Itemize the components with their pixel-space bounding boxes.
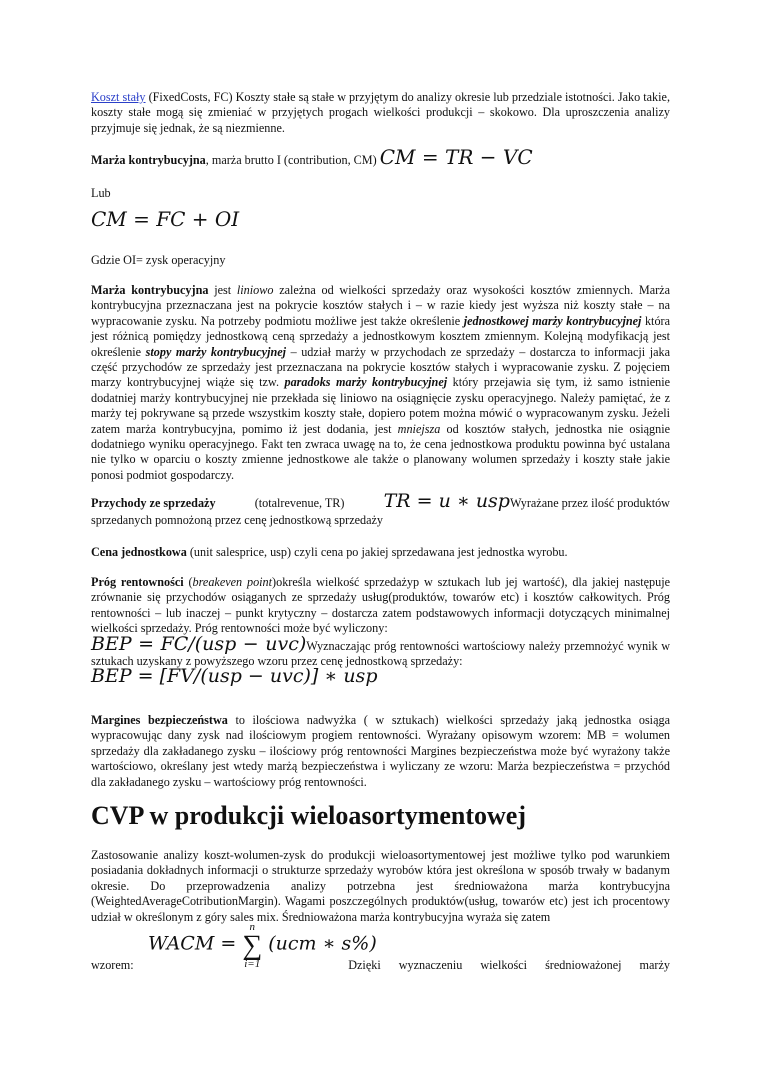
paragraph-contribution-margin-def: Marża kontrybucyjna, marża brutto I (contribution, CM) CM = TR − VC: [91, 145, 533, 169]
paragraph-revenue-line2: sprzedanych pomnożoną przez cenę jednostkową sprzedaży: [91, 513, 384, 527]
paragraph-safety-margin: Margines bezpieczeństwa to ilościowa nadwyżka ( w sztukach) wielkości sprzedaży jaką jednostka osiąga wypracowując dany zysk nad ilościowym progiem rentowności. Wyrażany opisowym wzorem: MB = wolumen sprzedaży dla zakładanego zysku – ilościowy próg rentowności Margines bezpieczeństwa może być wyrażony także wartościowo, określany jest wtedy marżą bezpieczeństwa i wyliczany ze wzoru: Marża bezpieczeństwa = przychód dla zakładanego zysku – wartościowy próg rentowności.: [91, 713, 670, 789]
formula-bep-units: BEP = FC/(usp − uvc): [91, 632, 307, 655]
summation-symbol: n ∑ i=1: [242, 921, 263, 970]
text-gdzie-oi: Gdzie OI= zysk operacyjny: [91, 253, 226, 267]
term-revenue: Przychody ze sprzedaży: [91, 496, 216, 510]
term-contribution-margin: Marża kontrybucyjna: [91, 153, 206, 167]
fixed-costs-link[interactable]: Koszt stały: [91, 90, 146, 104]
section-heading: CVP w produkcji wieloasortymentowej: [91, 801, 526, 830]
text-lub: Lub: [91, 186, 111, 200]
formula-cm-fc-oi: CM = FC + OI: [91, 207, 240, 231]
formula-cm-tr-vc: CM = TR − VC: [379, 145, 533, 169]
paragraph-revenue-line1: Przychody ze sprzedaży (totalrevenue, TR) TR = u ∗ uspWyrażane przez ilość produktów: [91, 490, 670, 512]
paragraph-fixed-costs: Koszt stały (FixedCosts, FC) Koszty stałe są stałe w przyjętym do analizy okresie lub przedziale istotności. Jako takie, koszty stałe mogą się zmieniać w przyjętych progach wielkości produkcji – skokowo. Dla uproszczenia analizy przyjmuje się jednak, że są niezmienne.: [91, 90, 670, 135]
formula-bep-value: BEP = [FV/(usp − uvc)] ∗ usp: [91, 665, 378, 688]
paragraph-last-line: wzorem: Dzięki wyznaczeniu wielkości średnioważonej marży: [91, 958, 670, 972]
paragraph-contribution-margin-details: Marża kontrybucyjna jest liniowo zależna od wielkości sprzedaży oraz wysokości kosztów zmiennych. Marża kontrybucyjna przeznaczana jest na pokrycie kosztów stałych i – w razie kiedy jest wyższa niż koszty stałe – na wypracowanie zysku. Na potrzeby podmiotu możliwe jest także określenie jednostkowej marży kontrybucyjnej która jest różnicą pomiędzy jednostkową ceną sprzedaży a jednostkowym kosztem zmiennym. Kolejną modyfikacją jest określenie stopy marży kontrybucyjnej – udział marży w przychodach ze sprzedaży – dostarcza to informacji jaka część przychodów ze sprzedaży jest przeznaczana na pokrycie kosztów stałych i wypracowanie zysku. Z pojęciem marzy kontrybucyjnej wiąże się tzw. paradoks marży kontrybucyjnej który przejawia się tym, iż samo istnienie dodatniej marży kontrybucyjnej nie przekłada się liniowo na osiągnięcie zysku operacyjnego. Należy pamiętać, że z marży tej pokrywane są przede wszystkim koszty stałe, dopiero potem można mówić o wypracowanym zysku. Jeżeli zatem marża kontrybucyjna, pomimo iż jest dodania, jest mniejsza od kosztów stałych, jednostka nie osiągnie dodatniego wyniku operacyjnego. Fakt ten zwraca uwagę na to, że cena jednostkowa produktu powinna być ustalana nie tylko w oparciu o koszty zmienne jednostkowe ale także o planowany wolumen sprzedaży i koszty stałe jakie ponosi podmiot gospodarczy.: [91, 283, 671, 482]
paragraph-unit-price: Cena jednostkowa (unit salesprice, usp) czyli cena po jakiej sprzedawana jest jednostka wyrobu.: [91, 545, 568, 559]
paragraph-break-even: Próg rentowności (breakeven point)określa wielkość sprzedażyp w sztukach lub jej wartość), dla jakiej następuje zrównanie się przychodów osiąganych ze sprzedaży usług(produktów, towarów etc) i kosztów całkowitych. Próg rentowności – lub inaczej – punkt krytyczny – dostarcza zatem podstawowych informacji dotyczących minimalnej wielkości sprzedaży. Próg rentowności może być wyliczony: BEP = FC/(usp − uvc)Wyznaczając próg rentowności wartościowy należy przemnożyć wynik w sztukach uzyskany z powyższego wzoru przez cenę jednostkową sprzedaży: BEP = [FV/(usp − uvc)] ∗ usp: [91, 575, 670, 688]
paragraph-multi-product: Zastosowanie analizy koszt-wolumen-zysk do produkcji wieloasortymentowej jest możliwe tylko pod warunkiem posiadania dokładnych informacji o strukturze sprzedaży wyrobów która jest określona w sposób trwały w badanym okresie. Do przeprowadzenia analizy potrzebna jest średnioważona marża kontrybucyjna (WeightedAverageCotributionMargin). Wagami poszczególnych produktów(usług, towarów etc) jest ich procentowy udział w określonym z góry sales mix. Średnioważona marża kontrybucyjna wyraża się zatem: [91, 848, 670, 924]
formula-wacm: WACM = n ∑ i=1 (ucm ∗ s%): [148, 921, 377, 970]
formula-tr: TR = u ∗ usp: [383, 490, 510, 512]
